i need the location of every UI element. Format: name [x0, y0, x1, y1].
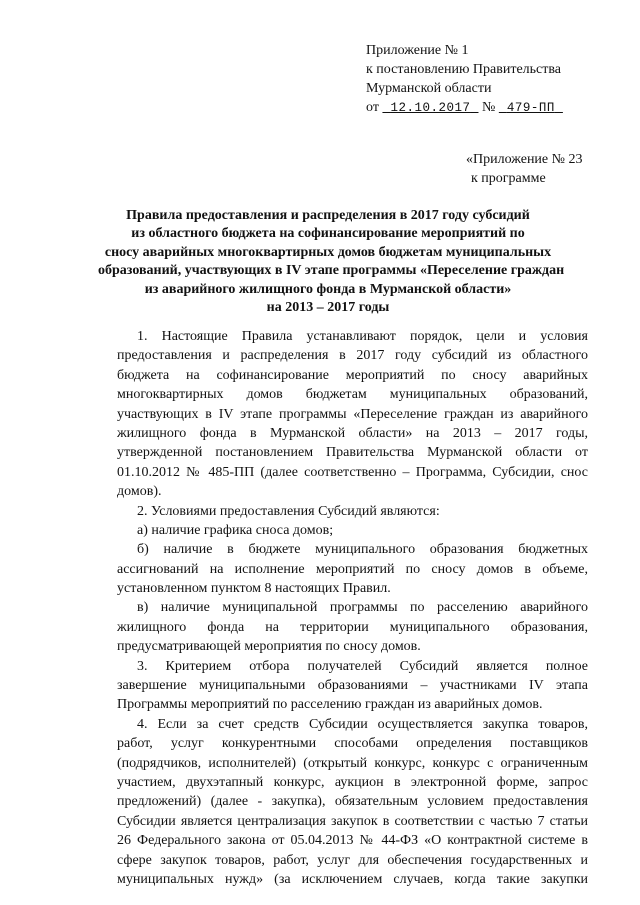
body-line: 01.10.2012 № 485-ПП (далее соответственно – Программа, Субсидии, снос — [117, 464, 588, 480]
program-appendix-ref — [466, 150, 636, 188]
date-prefix: от — [366, 100, 379, 115]
decree-date: 12.10.2017 — [390, 101, 471, 115]
program-appendix-number: «Приложение № 23 — [466, 152, 583, 167]
title-line: сносу аварийных многоквартирных домов бюджетам муниципальных — [104, 244, 552, 260]
document-title — [98, 207, 565, 317]
body-line: участием, двухэтапный конкурс, аукцион в электронной форме, запрос — [117, 774, 588, 790]
body-line: завершение муниципальными образованиями – участниками IV этапа — [117, 678, 588, 694]
appendix-number: Приложение № 1 — [366, 43, 469, 58]
title-line: на 2013 – 2017 годы — [266, 300, 390, 316]
body-line: ассигнований на исполнение мероприятий по сносу домов в объеме, — [117, 561, 588, 577]
body-line: участвующих в IV этапе программы «Переселение граждан из аварийного — [117, 406, 588, 422]
appendix-decree-ref: к постановлению Правительства — [366, 62, 562, 77]
body-line: (подрядчиков, исполнителей) (открытый конкурс, конкурс с ограниченным — [117, 755, 588, 771]
title-line: образований, участвующих в IV этапе программы «Переселение граждан — [98, 263, 565, 279]
decree-number: 479-ПП — [506, 101, 555, 115]
body-line: предусматривающей мероприятия по сносу домов. — [117, 639, 421, 655]
title-line: из аварийного жилищного фонда в Мурманской области» — [144, 281, 512, 297]
body-line: сфере закупок товаров, работ, услуг для обеспечения государственных и — [117, 852, 588, 868]
program-appendix-target: к программе — [471, 171, 546, 186]
body-line: установленном пунктом 8 настоящих Правил. — [117, 581, 391, 597]
body-line: б) наличие в бюджете муниципального образования бюджетных — [137, 542, 588, 558]
body-line: предложений) (далее - закупка), обязательным условием предоставления — [117, 794, 588, 810]
appendix-date-line — [366, 98, 626, 118]
body-line: работ, услуг конкурентными способами определения поставщиков — [117, 736, 588, 752]
title-line: Правила предоставления и распределения в 2017 году субсидий — [126, 208, 530, 223]
body-line: Программы мероприятий по расселению граждан из аварийных домов. — [117, 697, 543, 713]
body-line: жилищного фонда на территории муниципального образования, — [117, 619, 588, 635]
body-line: жилищного фонда в Мурманской области» на 2013 – 2017 годы, — [117, 425, 588, 441]
appendix-region: Мурманской области — [366, 81, 492, 96]
body-line: Субсидии является централизация закупок в соответствии с частью 7 статьи — [117, 813, 588, 829]
body-line: 26 Федерального закона от 05.04.2013 № 44-ФЗ «О контрактной системе в — [117, 833, 588, 849]
appendix-header — [366, 41, 626, 118]
number-prefix: № — [481, 100, 496, 115]
document-body — [117, 327, 588, 889]
title-line: из областного бюджета на софинансирование мероприятий по — [131, 226, 525, 242]
body-line: 1. Настоящие Правила устанавливают порядок, цели и условия — [137, 329, 588, 344]
body-line: муниципальных нужд» (за исключением случаев, когда такие закупки — [117, 871, 588, 887]
body-line: предоставления и распределения в 2017 году субсидий из областного — [117, 348, 588, 364]
body-line: утвержденной постановлением Правительства Мурманской области от — [117, 445, 588, 461]
body-line: в) наличие муниципальной программы по расселению аварийного — [137, 600, 588, 616]
body-line: домов). — [117, 484, 162, 500]
body-line: 2. Условиями предоставления Субсидий являются: — [137, 503, 440, 519]
body-line: бюджета на софинансирование мероприятий по сносу аварийных — [117, 367, 588, 383]
body-line: 3. Критерием отбора получателей Субсидий является полное — [137, 658, 588, 674]
body-line: а) наличие графика сноса домов; — [137, 522, 334, 538]
body-line: 4. Если за счет средств Субсидии осуществляется закупка товаров, — [137, 716, 588, 732]
body-line: многоквартирных домов бюджетам муниципальных образований, — [117, 387, 588, 403]
